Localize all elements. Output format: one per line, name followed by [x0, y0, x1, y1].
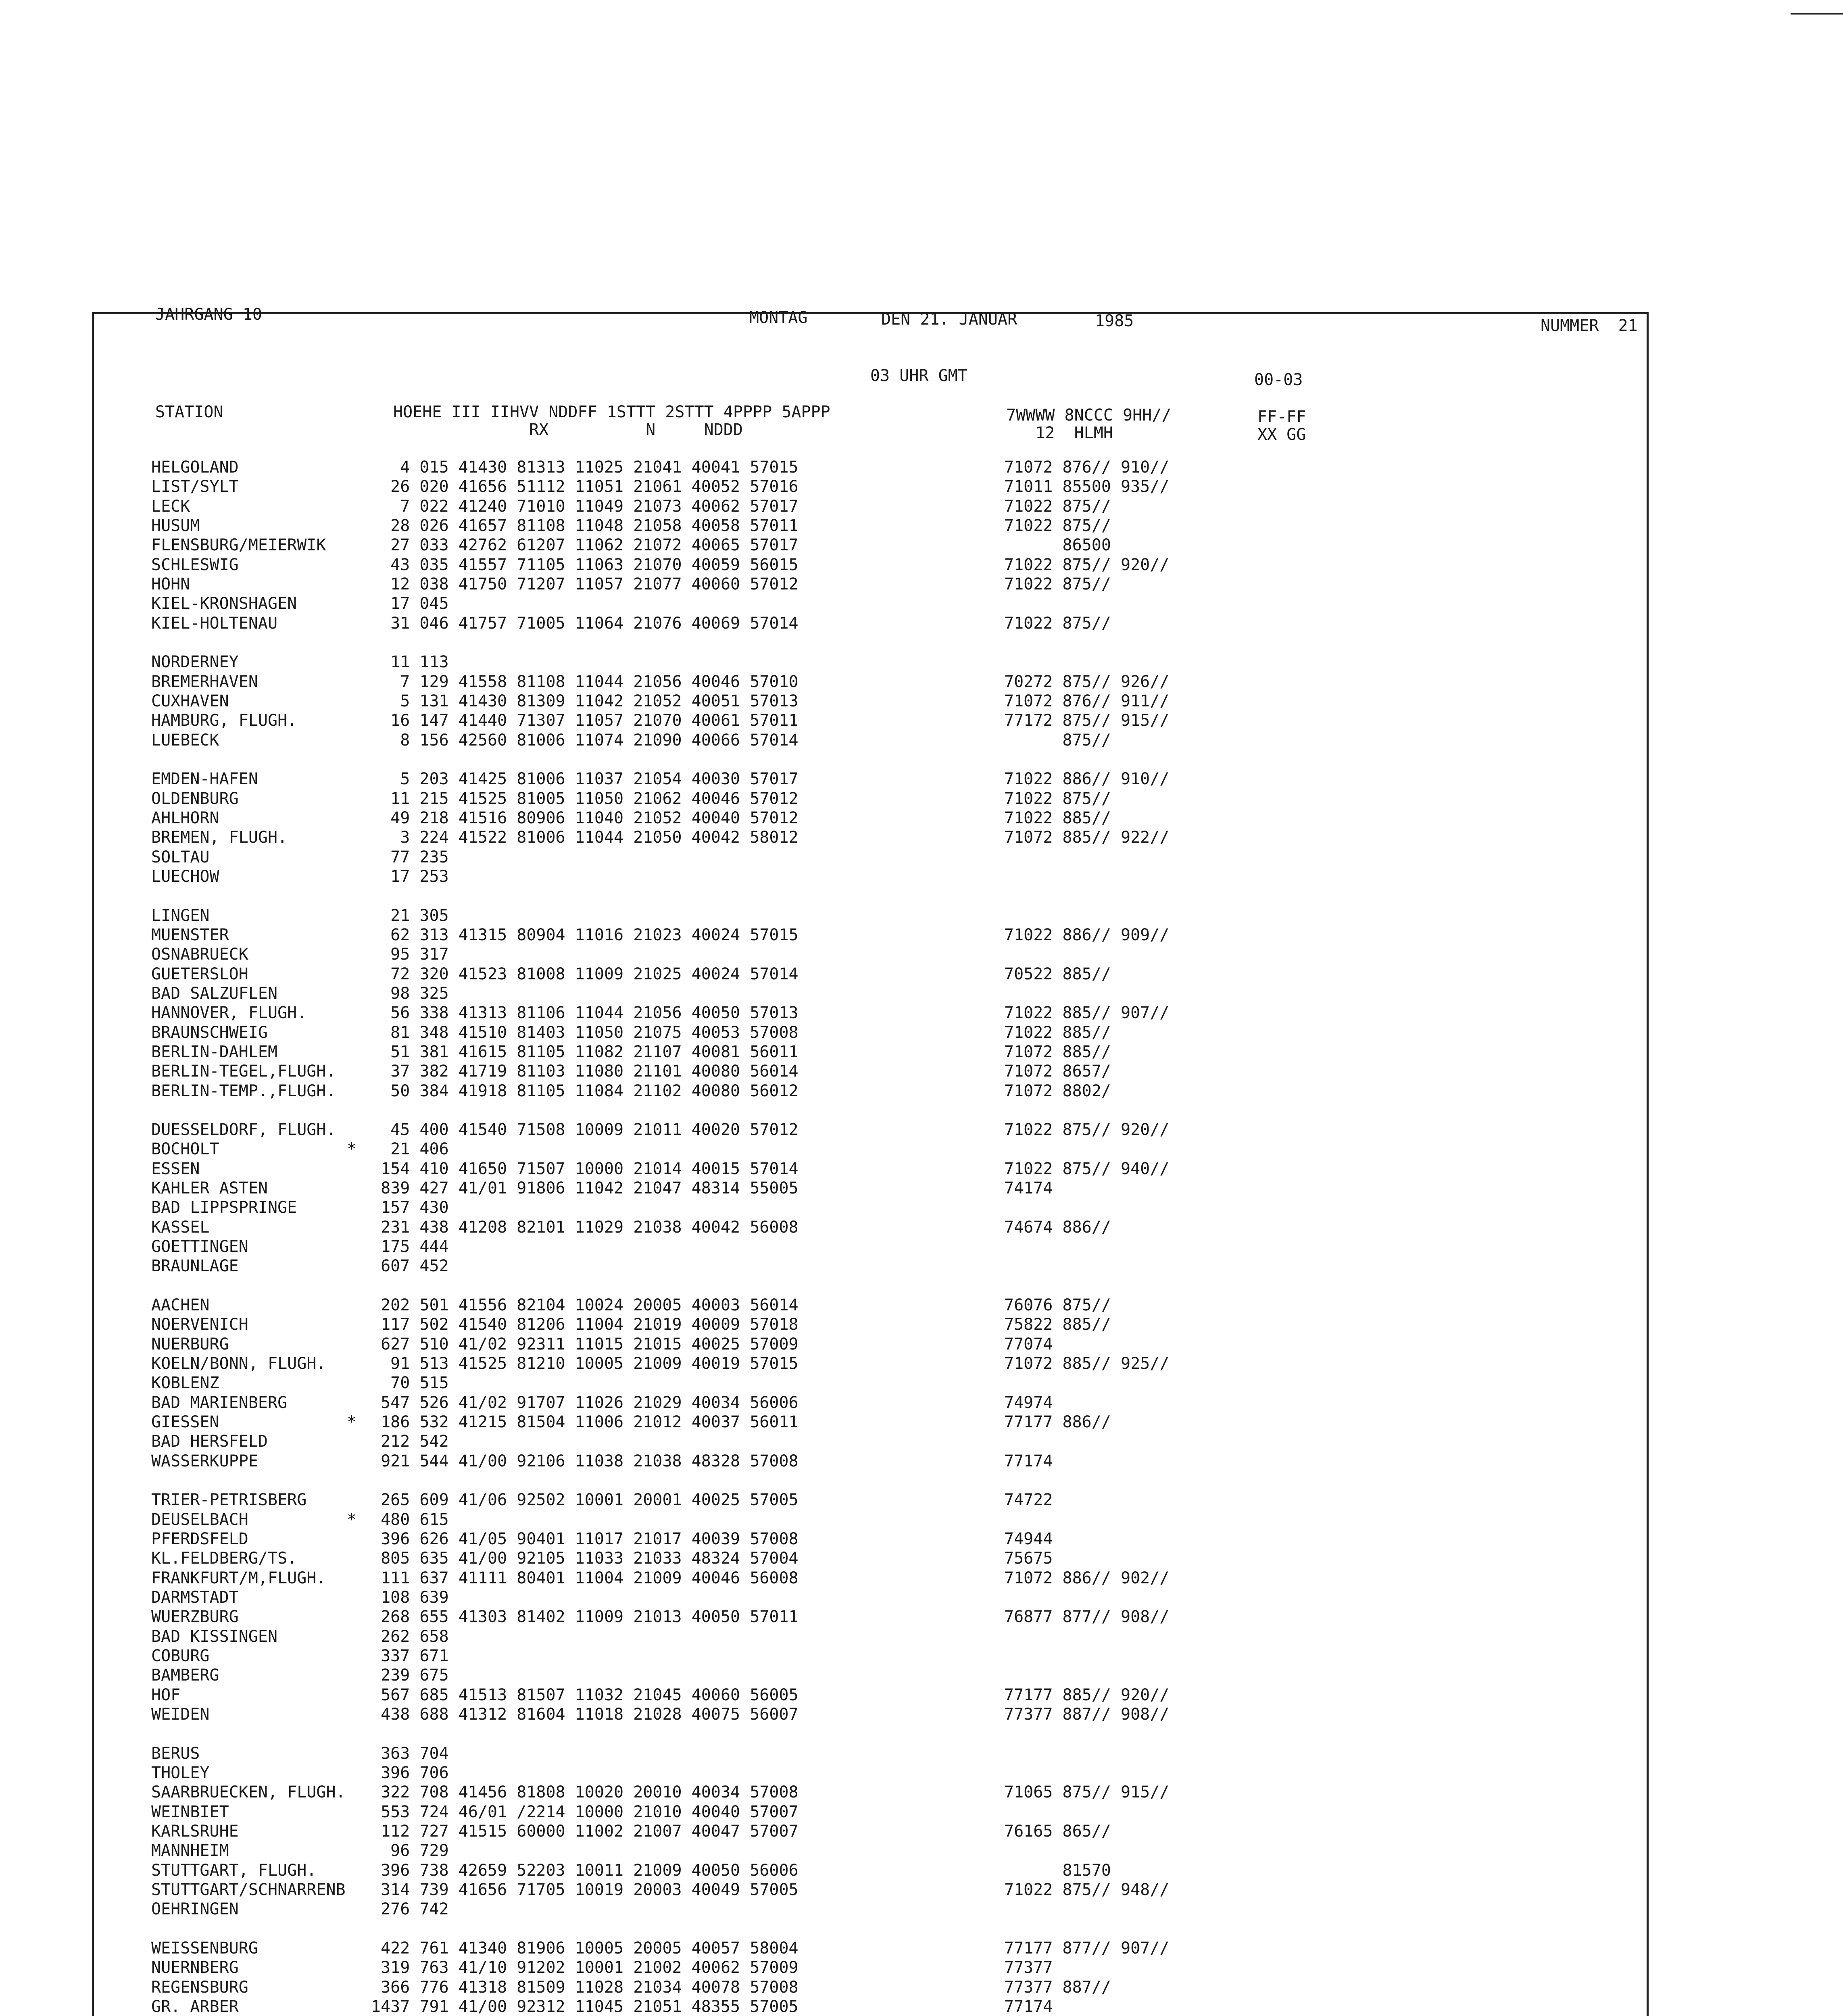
weekday-label: MONTAG [749, 308, 808, 327]
synop-code-groups: 4 015 41430 81313 11025 21041 40041 57015 26 020 41656 51112 11051 21061 40052 57016 7 022 41240 71010 11049 21073 40062 57017 28 026 41657 81108 11048 21058 40058 57011 27 033 42762 61207 11062 21072 40065 57017 43 035 41557 71105 11063 21070 40059 56015 12 038 41750 71207 11057 21077 40060 57012 17 045 31 046 41757 71005 11064 21076 40069 57014 11 113 7 129 41558 81108 11044 21056 40046 57010 5 131 41430 81309 11042 21052 40051 57013 16 147 41440 71307 11057 21070 40061 57011 8 156 42560 81006 11074 21090 40066 57014 5 203 41425 81006 11037 21054 40030 57017 11 215 41525 81005 11050 21062 40046 57012 49 218 41516 80906 11040 21052 40040 57012 3 224 41522 81006 11044 21050 40042 58012 77 235 17 253 21 305 62 313 41315 80904 11016 21023 40024 57015 95 317 72 320 41523 81008 11009 21025 40024 57014 98 325 56 338 41313 81106 11044 21056 40050 57013 81 348 41510 81403 11050 21075 40053 57008 51 381 41615 81105 11082 21107 40081 56011 37 382 41719 81103 11080 21101 40080 56014 50 384 41918 81105 11084 21102 40080 56012 45 400 41540 71508 10009 21011 40020 57012 21 406 154 410 41650 71507 10000 21014 40015 57014 839 427 41/01 91806 11042 21047 48314 55005 157 430 231 438 41208 82101 11029 21038 40042 56008 175 444 607 452 202 501 41556 82104 10024 20005 40003 56014 117 502 41540 81206 11004 21019 40009 57018 627 510 41/02 92311 11015 21015 40025 57009 91 513 41525 81210 10005 21009 40019 57015 70 515 547 526 41/02 91707 11026 21029 40034 56006 186 532 41215 81504 11006 21012 40037 56011 212 542 921 544 41/00 92106 11038 21038 48328 57008 265 609 41/06 92502 10001 20001 40025 57005 480 615 396 626 41/05 90401 11017 21017 40039 57008 805 635 41/00 92105 11033 21033 48324 57004 111 637 41111 80401 11004 21009 40046 56008 108 639 268 655 41303 81402 11009 21013 40050 57011 262 658 337 671 239 675 567 685 41513 81507 11032 21045 40060 56005 438 688 41312 81604 11018 21028 40075 56007 363 704 396 706 322 708 41456 81808 10020 20010 40034 57008 553 724 46/01 /2214 10000 21010 40040 57007 112 727 41515 60000 11002 21007 40047 57007 96 729 396 738 42659 52203 10011 21009 40050 56006 314 739 41656 71705 10019 20003 40049 57005 276 742 422 761 41340 81906 10005 20005 40057 58004 319 763 41/10 91202 10001 21002 40062 57009 366 776 41318 81509 11028 21034 40078 57008 1437 791 41/00 92312 11045 21051 48355 57005 [371, 458, 798, 2016]
weather-cloud-groups: 71072 876// 910// 71011 85500 935// 71022 875// 71022 875// 86500 71022 875// 920// 71022 875// 71022 875// 70272 875// 926// 71072 876// 911// 77172 875// 915// 875// 71022 886// 910// 71022 875// 71022 885// 71072 885// 922// 71022 886// 909// 70522 885// 71022 885// 907// 71022 885// 71072 885// 71072 8657/ 71072 8802/ 71022 875// 920// 71022 875// 940// 74174 74674 886// 76076 875// 75822 885// 77074 71072 885// 925// 74974 77177 886// 77174 74722 74944 75675 71072 886// 902// 76877 877// 908// 77177 885// 920// 77377 887// 908// 71065 875// 915// 76165 865// 81570 71022 875// 948// 77177 877// 907// 77377 77377 887// 77174 [1004, 458, 1170, 2016]
time-window: 00-03 [1254, 371, 1303, 389]
station-column-header: STATION [155, 403, 223, 421]
group-column-header: 7WWWW 8NCCC 9HH// [1006, 406, 1172, 425]
station-names: HELGOLAND LIST/SYLT LECK HUSUM FLENSBURG/MEIERWIK SCHLESWIG HOHN KIEL-KRONSHAGEN KIEL-HOLTENAU NORDERNEY BREMERHAVEN CUXHAVEN HAMBURG, FLUGH. LUEBECK EMDEN-HAFEN OLDENBURG AHLHORN BREMEN, FLUGH. SOLTAU LUECHOW LINGEN MUENSTER OSNABRUECK GUETERSLOH BAD SALZUFLEN HANNOVER, FLUGH. BRAUNSCHWEIG BERLIN-DAHLEM BERLIN-TEGEL,FLUGH. BERLIN-TEMP.,FLUGH. DUESSELDORF, FLUGH. BOCHOLT ESSEN KAHLER ASTEN BAD LIPPSPRINGE KASSEL GOETTINGEN BRAUNLAGE AACHEN NOERVENICH NUERBURG KOELN/BONN, FLUGH. KOBLENZ BAD MARIENBERG GIESSEN BAD HERSFELD WASSERKUPPE TRIER-PETRISBERG DEUSELBACH PFERDSFELD KL.FELDBERG/TS. FRANKFURT/M,FLUGH. DARMSTADT WUERZBURG BAD KISSINGEN COBURG BAMBERG HOF WEIDEN BERUS THOLEY SAARBRUECKEN, FLUGH. WEINBIET KARLSRUHE MANNHEIM STUTTGART, FLUGH. STUTTGART/SCHNARRENB OEHRINGEN WEISSENBURG NUERNBERG REGENSBURG GR. ARBER [151, 458, 346, 2016]
page-edge-line [1791, 0, 1843, 15]
code-column-header: HOEHE III IIHVV NDDFF 1STTT 2STTT 4PPPP 5APPP [393, 403, 830, 421]
year-label: 1985 [1095, 312, 1134, 330]
date-label: DEN 21. JANUAR [881, 310, 1017, 329]
code-column-subheader: RX N NDDD [393, 421, 743, 439]
ff-column-header: FF-FF [1257, 408, 1306, 426]
observation-time: 03 UHR GMT [870, 367, 967, 385]
mountain-station-marks: * * * [347, 1140, 357, 1529]
wind-gust-groups [1246, 458, 1295, 2016]
group-column-subheader: 12 HLMH [1006, 424, 1113, 442]
ff-column-subheader: XX GG [1257, 425, 1306, 444]
jahrgang-label: JAHRGANG 10 [155, 305, 262, 324]
issue-number: NUMMER 21 [1541, 317, 1638, 335]
